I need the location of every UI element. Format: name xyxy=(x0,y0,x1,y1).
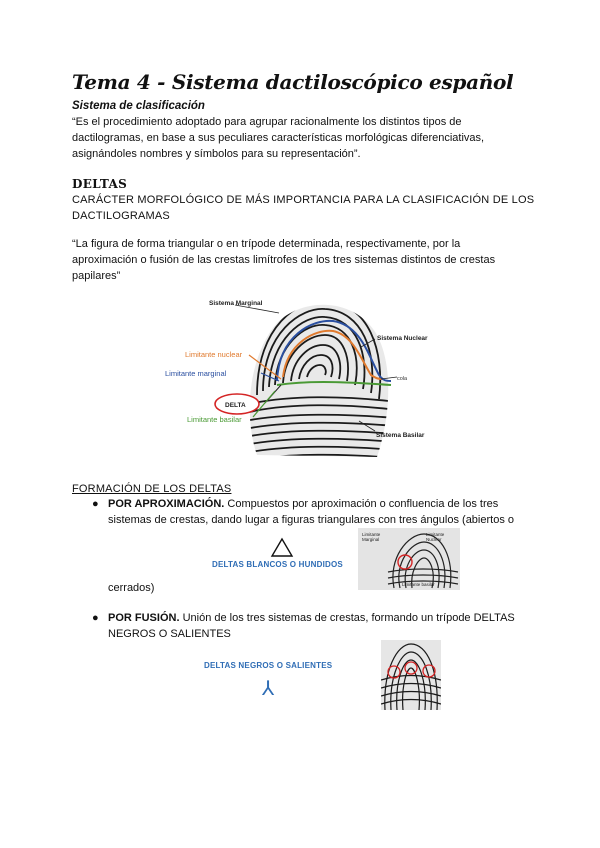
aproximacion-line1: Compuestos por aproximación o confluencia de los tres xyxy=(224,498,499,510)
blancos-label: DELTAS BLANCOS O HUNDIDOS xyxy=(212,560,343,569)
deltas-caps xyxy=(72,192,534,224)
thumb1-l3: Limitante xyxy=(426,532,445,537)
deltas-heading: DELTAS xyxy=(72,177,128,191)
page-title: Tema 4 - Sistema dactiloscópico español xyxy=(72,70,514,94)
bullet-dot: ● xyxy=(92,498,99,510)
label-sistema-marginal: Sistema Marginal xyxy=(209,300,263,307)
caps-line: CARÁCTER MORFOLÓGICO DE MÁS IMPORTANCIA PARA LA CLASIFICACIÓN DE LOS xyxy=(72,194,535,206)
label-sistema-nuclear: Sistema Nuclear xyxy=(377,335,428,342)
label-sistema-basilar: Sistema Basilar xyxy=(376,432,425,439)
thumb1-delta-circle xyxy=(398,555,412,569)
thumb-aproximacion xyxy=(358,528,460,590)
thumb1-svg xyxy=(358,528,460,590)
intro-line: “Es el procedimiento adoptado para agrupar racionalmente los distintos tipos de xyxy=(72,116,462,128)
fingerprint-diagram-svg xyxy=(165,295,437,463)
intro-paragraph xyxy=(72,114,484,162)
quote-line: aproximación o fusión de las crestas limítrofes de los tres sistemas distintos de crestas xyxy=(72,254,496,266)
fusion-line1: Unión de los tres sistemas de crestas, formando un trípode DELTAS xyxy=(179,612,515,624)
fusion-bold: POR FUSIÓN. xyxy=(108,612,180,624)
intro-line: asignándoles nombres y símbolos para su representación”. xyxy=(72,148,361,160)
aproximacion-line3: cerrados) xyxy=(108,582,155,594)
section-subtitle: Sistema de clasificación xyxy=(72,100,205,112)
thumb1-l5: Limitante basilar xyxy=(402,582,435,587)
caps-line: DACTILOGRAMAS xyxy=(72,210,170,222)
thumb1-l4: Nuclear xyxy=(426,537,442,542)
triangle-svg xyxy=(156,527,351,577)
quote-line: “La figura de forma triangular o en trípode determinada, respectivamente, por la xyxy=(72,238,461,250)
thumb2-svg xyxy=(381,640,441,710)
bullet-dot: ● xyxy=(92,612,99,624)
fusion-text xyxy=(108,610,548,642)
negros-label: DELTAS NEGROS O SALIENTES xyxy=(204,661,333,670)
fingerprint-diagram xyxy=(165,295,437,463)
thumb1-l1: Limitante xyxy=(362,532,381,537)
aproximacion-bold: POR APROXIMACIÓN. xyxy=(108,498,225,510)
aproximacion-text xyxy=(108,496,548,528)
thumb-fusion xyxy=(381,640,441,710)
bullet-aproximacion xyxy=(92,496,99,512)
label-limitante-nuclear: Limitante nuclear xyxy=(185,350,243,359)
intro-line: dactilogramas, en base a sus peculiares características morfológicas diferenciativas, xyxy=(72,132,485,144)
label-limitante-basilar: Limitante basilar xyxy=(187,415,242,424)
formacion-heading: FORMACIÓN DE LOS DELTAS xyxy=(72,483,232,495)
label-delta: DELTA xyxy=(225,402,246,409)
label-limitante-marginal: Limitante marginal xyxy=(165,369,227,378)
fusion-line2: NEGROS O SALIENTES xyxy=(108,628,231,640)
blancos-box xyxy=(156,527,351,577)
tripod-icon: ⅄ xyxy=(262,676,275,700)
triangle-icon xyxy=(272,539,292,556)
deltas-quote xyxy=(72,236,495,284)
quote-line: papilares” xyxy=(72,270,121,282)
thumb1-l2: Marginal xyxy=(362,537,380,542)
aproximacion-line2: sistemas de crestas, dando lugar a figuras triangulares con tres ángulos (abiertos o xyxy=(108,514,514,526)
label-cola: cola xyxy=(397,376,408,382)
bullet-fusion xyxy=(92,610,99,626)
